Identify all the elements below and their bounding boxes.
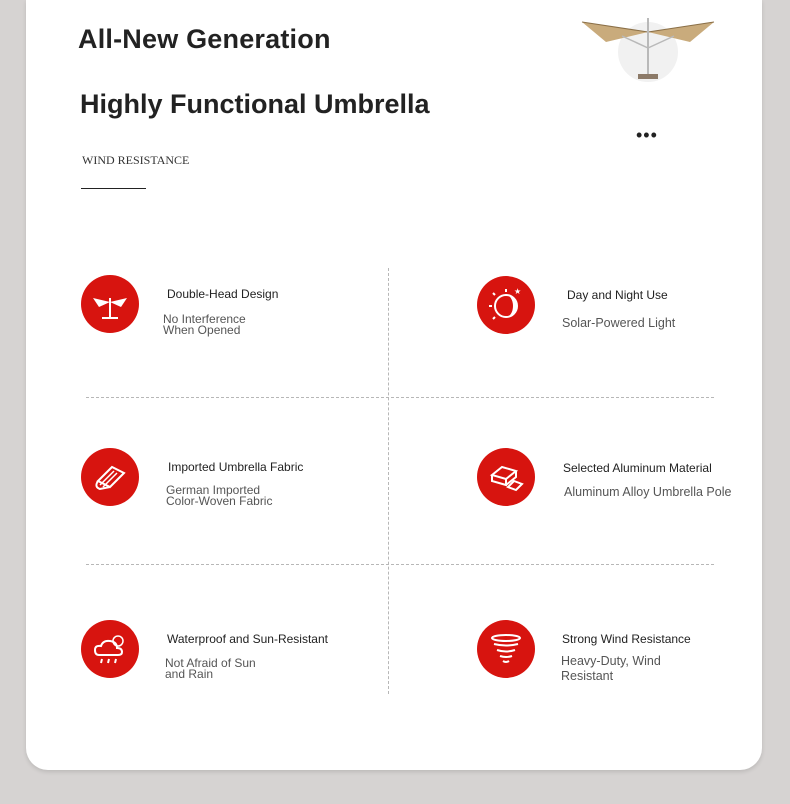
feature-desc-line: Color-Woven Fabric [166, 494, 273, 508]
more-options-icon[interactable]: ••• [636, 125, 658, 145]
double-head-umbrella-icon [81, 275, 139, 333]
headline-line2: Highly Functional Umbrella [80, 89, 430, 119]
feature-desc-line: Solar-Powered Light [562, 316, 676, 330]
grid-divider-horizontal [86, 397, 714, 398]
feature-title: Strong Wind Resistance [562, 632, 691, 646]
subtitle-underline [81, 188, 146, 189]
feature-desc-line: and Rain [165, 667, 214, 681]
day-night-icon [477, 276, 535, 334]
feature-desc-line: Resistant [561, 669, 614, 683]
fabric-roll-icon [81, 448, 139, 506]
grid-divider-horizontal [86, 564, 714, 565]
feature-desc-line: No Interference [163, 312, 246, 326]
tornado-icon [477, 620, 535, 678]
section-subtitle: WIND RESISTANCE [82, 153, 190, 167]
svg-text:★: ★ [514, 287, 522, 296]
feature-desc-line: Aluminum Alloy Umbrella Pole [564, 485, 732, 499]
feature-title: Double-Head Design [167, 287, 279, 301]
feature-desc-line: When Opened [163, 323, 241, 337]
feature-desc-line: Not Afraid of Sun [165, 656, 256, 670]
feature-desc-line: Heavy-Duty, Wind [561, 654, 661, 668]
feature-desc-line: German Imported [166, 483, 261, 497]
aluminum-ingots-icon [477, 448, 535, 506]
feature-title: Imported Umbrella Fabric [168, 460, 304, 474]
product-umbrella-image [578, 12, 718, 84]
cloud-sun-rain-icon [81, 620, 139, 678]
feature-title: Day and Night Use [567, 288, 668, 302]
feature-title: Selected Aluminum Material [563, 461, 712, 475]
headline-line1: All-New Generation [78, 24, 331, 54]
feature-title: Waterproof and Sun-Resistant [167, 632, 328, 646]
grid-divider-vertical [388, 268, 389, 694]
